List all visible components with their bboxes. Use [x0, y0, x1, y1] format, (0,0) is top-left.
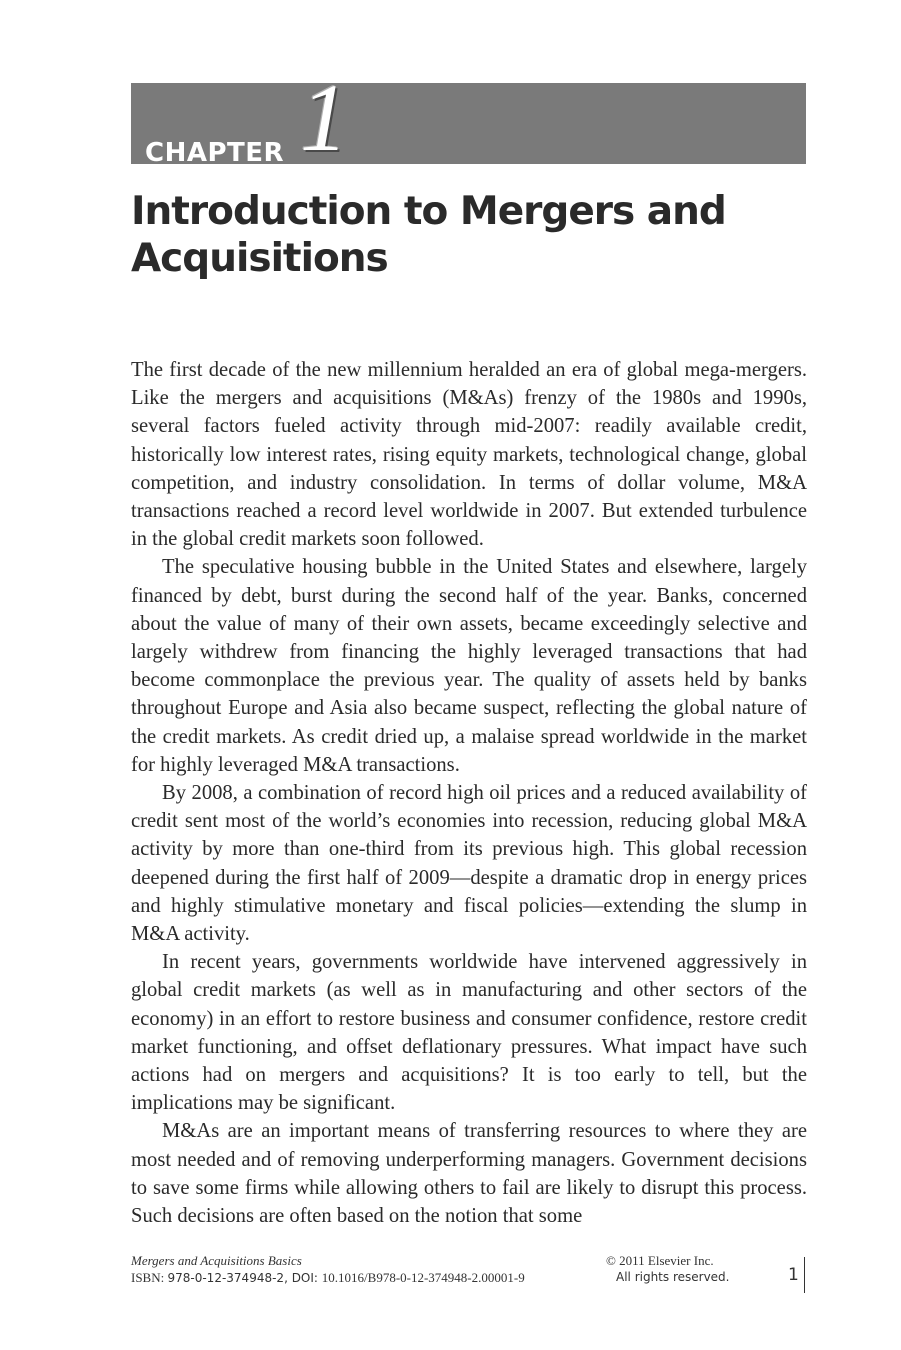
page-number-rule — [804, 1257, 805, 1293]
footer-copyright — [606, 1252, 730, 1286]
chapter-number: 1 — [300, 64, 348, 171]
paragraph: M&As are an important means of transferring resources to where they are most needed and of removing underperforming managers. Government decisions to save some firms while allowing others to fail are likely to disrupt this process. Such decisions are often based on the notion that some — [131, 1120, 807, 1228]
isbn-value: 978-0-12-374948-2 — [167, 1271, 285, 1285]
doi-value: 10.1016/B978-0-12-374948-2.00001-9 — [321, 1270, 525, 1285]
book-title: Mergers and Acquisitions Basics — [131, 1253, 302, 1268]
isbn-doi-line — [131, 1269, 525, 1287]
isbn-label: ISBN: — [131, 1270, 168, 1285]
paragraph: The speculative housing bubble in the United States and elsewhere, largely financed by debt, burst during the second half of the year. Banks, concerned about the value of many of their own assets, became exceedingly selective and largely withdrew from financing the highly leveraged transactions that had become commonplace the previous year. The quality of assets held by banks throughout Europe and Asia also became suspect, reflecting the global nature of the credit markets. As credit dried up, a malaise spread worldwide in the market for highly leveraged M&A transactions. — [131, 556, 807, 776]
body-text — [131, 356, 807, 1230]
paragraph: In recent years, governments worldwide have intervened aggressively in global credit markets (as well as in manufacturing and other sectors of the economy) in an effort to restore business and consumer confidence, restore credit market functioning, and offset deflationary pressures. What impact have such actions had on mergers and acquisitions? It is too early to tell, but the implications may be significant. — [131, 951, 807, 1115]
copyright-text: © 2011 Elsevier Inc. — [606, 1253, 714, 1268]
footer-publication-info — [131, 1252, 525, 1287]
paragraph: The first decade of the new millennium heralded an era of global mega-mergers. Like the mergers and acquisitions (M&As) frenzy of the 1980s and 1990s, several factors fueled activity through mid-2007: readily available credit, historically low interest rates, rising equity markets, technological change, global competition, and industry consolidation. In terms of dollar volume, M&A transactions reached a record level worldwide in 2007. But extended turbulence in the global credit markets soon followed. — [131, 359, 807, 551]
chapter-title: Introduction to Mergers and Acquisitions — [131, 189, 726, 281]
chapter-label: CHAPTER — [145, 138, 285, 168]
doi-label: , DOI: — [284, 1271, 322, 1285]
page-number: 1 — [788, 1265, 799, 1285]
paragraph: By 2008, a combination of record high oil prices and a reduced availability of credit sent most of the world’s economies into recession, reducing global M&A activity by more than one-third from its previous high. This global recession deepened during the first half of 2009—despite a dramatic drop in energy prices and highly stimulative monetary and fiscal policies—extending the slump in M&A activity. — [131, 782, 807, 946]
rights-text: All rights reserved. — [616, 1270, 730, 1284]
